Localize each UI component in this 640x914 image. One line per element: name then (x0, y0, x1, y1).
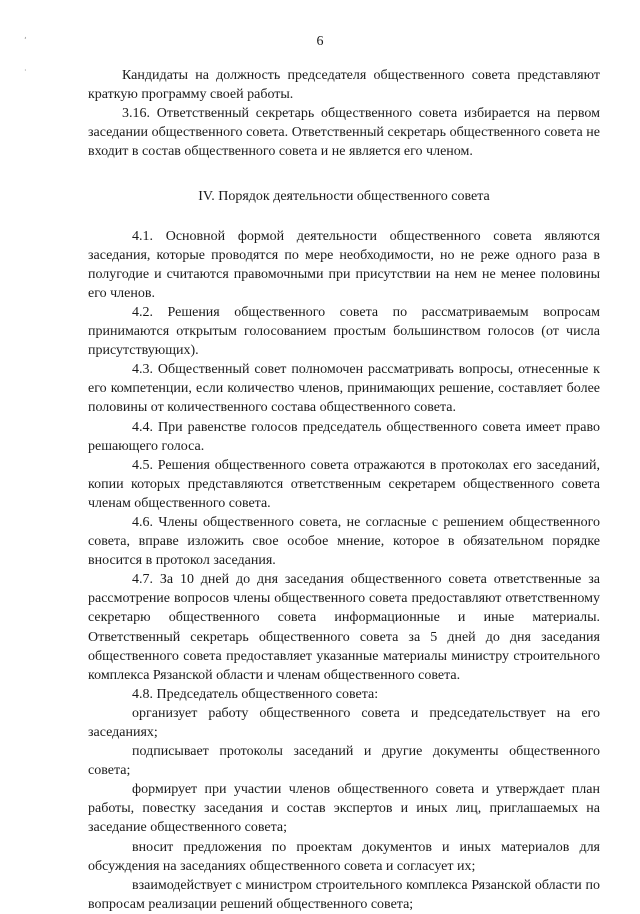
paragraph: 4.8. Председатель общественного совета: (132, 686, 379, 702)
page-number: 6 (316, 34, 324, 49)
scan-mark: ¸ (24, 30, 27, 39)
paragraph: 4.3. Общественный совет полномочен рассматривать вопросы, отнесенные к его компетенции, если количество членов, принимающих решение, составляет более половины от количественного состава общественного совета. (88, 362, 600, 416)
paragraph: 4.2. Решения общественного совета по рассматриваемым вопросам принимаются открытым голосованием простым большинством голосов (от числа присутствующих). (88, 304, 600, 359)
section-heading: IV. Порядок деятельности общественного совета (198, 189, 490, 205)
paragraph: 4.4. При равенстве голосов председатель общественного совета имеет право решающего голоса. (88, 419, 600, 454)
duty-item: организует работу общественного совета и председательствует на его заседаниях; (88, 705, 600, 740)
paragraph: Кандидаты на должность председателя общественного совета представляют краткую программу своей работы. (88, 68, 600, 103)
document-body (88, 66, 600, 914)
paragraph: 4.5. Решения общественного совета отражаются в протоколах его заседаний, копии которых представляются ответственным секретарем общественного совета членам общественного совета. (88, 457, 600, 511)
duty-item: вносит предложения по проектам документов и иных материалов для обсуждения на заседаниях общественного совета и согласует их; (88, 839, 600, 874)
paragraph: 4.7. За 10 дней до дня заседания общественного совета ответственные за рассмотрение вопросов члены общественного совета предоставляют ответственному секретарю общественного совета информационные и иные материалы. Ответственный секретарь общественного совета за 5 дней до дня заседания общественного совета предоставляет указанные материалы министру строительного комплекса Рязанской области и членам общественного совета. (88, 572, 600, 683)
duty-item: взаимодействует с министром строительного комплекса Рязанской области по вопросам реализации решений общественного совета; (88, 877, 600, 912)
paragraph: 4.6. Члены общественного совета, не согласные с решением общественного совета, вправе изложить свое особое мнение, которое в обязательном порядке вносится в протокол заседания. (88, 514, 600, 569)
scan-mark: · (24, 66, 27, 75)
paragraph: 3.16. Ответственный секретарь общественного совета избирается на первом заседании общественного совета. Ответственный секретарь общественного совета не входит в состав общественного совета и не является его членом. (88, 106, 600, 160)
paragraph: 4.1. Основной формой деятельности общественного совета являются заседания, которые проводятся по мере необходимости, но не реже одного раза в полугодие и считаются правомочными при присутствии на нем не менее половины его членов. (88, 228, 600, 301)
duty-item: формирует при участии членов общественного совета и утверждает план работы, повестку заседания и состав экспертов и иных лиц, приглашаемых на заседание общественного совета; (88, 782, 600, 836)
duty-item: подписывает протоколы заседаний и другие документы общественного совета; (88, 744, 600, 779)
